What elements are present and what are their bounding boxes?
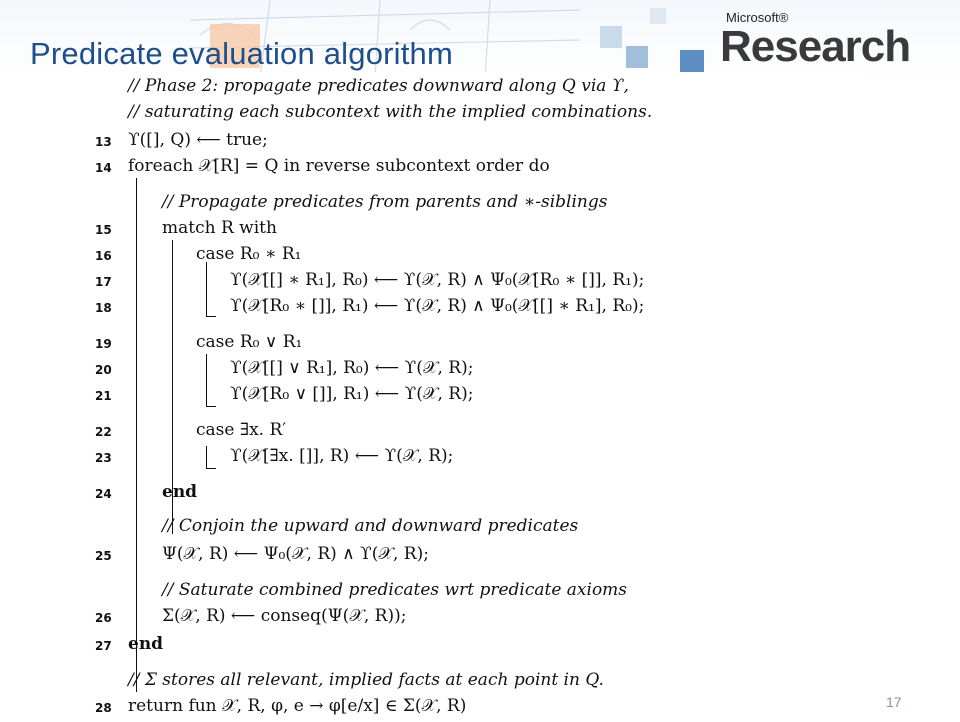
code-text: ϒ(𝒳[R₀ ∨ []], R₁) ⟵ ϒ(𝒳, R);: [230, 384, 474, 404]
code-keyword: end: [128, 634, 164, 654]
line-number: 25: [95, 549, 112, 563]
logo-brand-top: Microsoft®: [726, 10, 789, 25]
code-line: [0, 696, 865, 722]
code-line: [0, 76, 865, 102]
code-text: foreach 𝒳[R] = Q in reverse subcontext order do: [128, 156, 550, 176]
code-comment: // Propagate predicates from parents and ∗-siblings: [162, 192, 608, 212]
code-text: case R₀ ∨ R₁: [196, 332, 303, 352]
code-line: [0, 482, 865, 508]
line-number: 20: [95, 363, 112, 377]
line-number: 21: [95, 389, 112, 403]
code-text: case ∃x. R′: [196, 420, 287, 440]
code-line: [0, 218, 865, 244]
code-text: ϒ([], Q) ⟵ true;: [128, 130, 268, 150]
code-line: [0, 244, 865, 270]
microsoft-research-logo: [720, 6, 920, 71]
code-line: [0, 332, 865, 358]
code-line: [0, 446, 865, 472]
code-comment: // Phase 2: propagate predicates downward along Q via ϒ,: [128, 76, 629, 96]
code-line: [0, 296, 865, 322]
code-text: ϒ(𝒳[R₀ ∗ []], R₁) ⟵ ϒ(𝒳, R) ∧ Ψ₀(𝒳[[] ∗ R₁], R₀);: [230, 296, 645, 316]
code-line: [0, 384, 865, 410]
code-line: [0, 580, 865, 606]
decorative-tile: [650, 8, 666, 24]
line-number: 23: [95, 451, 112, 465]
code-text: Ψ(𝒳, R) ⟵ Ψ₀(𝒳, R) ∧ ϒ(𝒳, R);: [162, 544, 429, 564]
code-line: [0, 192, 865, 218]
decorative-tile: [680, 50, 704, 74]
code-line: [0, 130, 865, 156]
line-number: 27: [95, 639, 112, 653]
code-line: [0, 634, 865, 660]
code-line: [0, 420, 865, 446]
line-number: 14: [95, 161, 112, 175]
line-number: 24: [95, 487, 112, 501]
line-number: 28: [95, 701, 112, 715]
code-text: case R₀ ∗ R₁: [196, 244, 302, 264]
line-number: 17: [95, 275, 112, 289]
decorative-tile: [600, 26, 622, 48]
code-text: Σ(𝒳, R) ⟵ conseq(Ψ(𝒳, R));: [162, 606, 407, 626]
slide-title: Predicate evaluation algorithm: [30, 36, 454, 71]
line-number: 22: [95, 425, 112, 439]
code-comment: // Conjoin the upward and downward predicates: [162, 516, 579, 536]
code-line: [0, 516, 865, 542]
code-comment: // Σ stores all relevant, implied facts at each point in Q.: [128, 670, 604, 690]
code-line: [0, 270, 865, 296]
code-keyword: end: [162, 482, 198, 502]
code-line: [0, 670, 865, 696]
code-line: [0, 544, 865, 570]
code-comment: // saturating each subcontext with the implied combinations.: [128, 102, 653, 122]
logo-brand-main: Research: [720, 22, 911, 71]
decorative-tile: [626, 46, 648, 68]
code-text: ϒ(𝒳[[] ∗ R₁], R₀) ⟵ ϒ(𝒳, R) ∧ Ψ₀(𝒳[R₀ ∗ []], R₁);: [230, 270, 645, 290]
slide-header: [0, 0, 960, 78]
code-line: [0, 156, 865, 182]
line-number: 18: [95, 301, 112, 315]
code-text: match R with: [162, 218, 277, 238]
line-number: 15: [95, 223, 112, 237]
code-line: [0, 102, 865, 128]
code-text: ϒ(𝒳[[] ∨ R₁], R₀) ⟵ ϒ(𝒳, R);: [230, 358, 474, 378]
code-line: [0, 606, 865, 632]
code-text: ϒ(𝒳[∃x. []], R) ⟵ ϒ(𝒳, R);: [230, 446, 454, 466]
page-number: 17: [886, 694, 902, 710]
code-line: [0, 358, 865, 384]
line-number: 26: [95, 611, 112, 625]
algorithm-listing: [0, 72, 865, 720]
line-number: 13: [95, 135, 112, 149]
line-number: 19: [95, 337, 112, 351]
code-comment: // Saturate combined predicates wrt predicate axioms: [162, 580, 628, 600]
line-number: 16: [95, 249, 112, 263]
code-text: return fun 𝒳, R, φ, e → φ[e/x] ∈ Σ(𝒳, R): [128, 696, 467, 716]
